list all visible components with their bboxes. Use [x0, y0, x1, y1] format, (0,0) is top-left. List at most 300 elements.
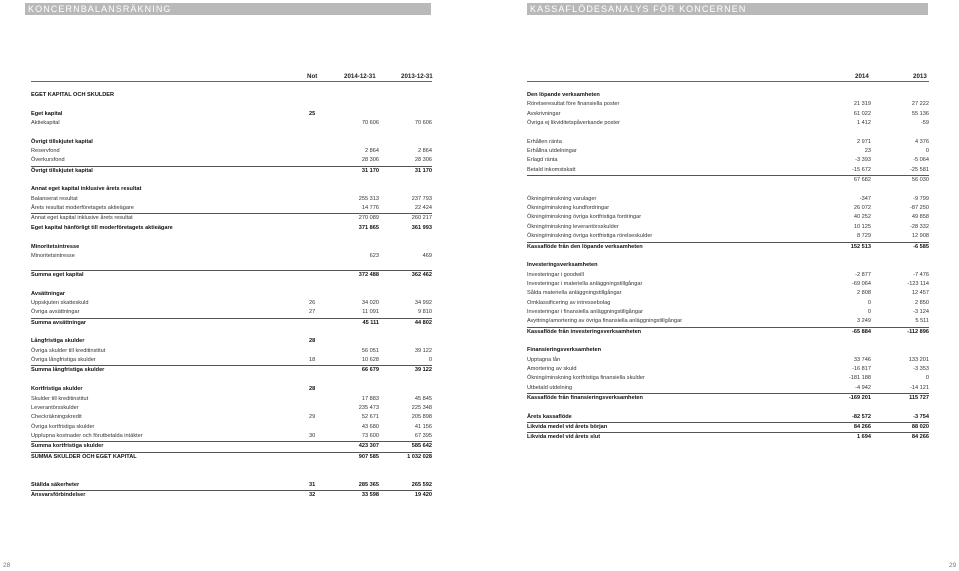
row-label: Avsättningar — [31, 290, 65, 297]
table-row — [527, 204, 929, 213]
row-value-2014: 270 089 — [331, 214, 379, 224]
row-note — [309, 261, 331, 270]
table-row — [527, 365, 929, 374]
row-note — [309, 214, 331, 224]
table-row — [527, 403, 929, 412]
row-label: Summa kortfristiga skulder — [31, 442, 309, 452]
table-row — [527, 374, 929, 383]
row-value-2013: -25 581 — [910, 166, 929, 173]
row-value-2014: 235 473 — [358, 404, 379, 411]
row-note — [309, 442, 331, 452]
row-value-2014: 52 671 — [361, 414, 379, 421]
row-value-2013: -7 476 — [913, 271, 929, 278]
row-label: Övriga skulder till kreditinstitut — [31, 347, 106, 354]
row-label: Amortering av skuld — [527, 365, 577, 372]
row-value-2013 — [379, 462, 432, 471]
header-right-year2: 2013 — [913, 73, 927, 80]
row-value-2013: 28 306 — [414, 157, 432, 164]
row-value-2014 — [331, 243, 379, 252]
table-row — [31, 442, 432, 452]
row-label: Aktiekapital — [31, 120, 60, 127]
row-label — [31, 128, 309, 137]
row-label: Avyttring/amortering av övriga finansiella anläggningstillgångar — [527, 318, 683, 325]
row-value-2014: 31 170 — [331, 166, 379, 176]
left-header-rule — [31, 81, 432, 82]
row-value-2013: 2 850 — [915, 299, 929, 306]
row-note — [309, 423, 331, 432]
row-value-2013: 12 457 — [911, 290, 929, 297]
row-label: Summa eget kapital — [31, 271, 309, 281]
row-value-2013: 31 170 — [379, 166, 432, 176]
row-value-2013: 34 992 — [414, 300, 432, 307]
row-note — [309, 156, 331, 166]
row-value-2014 — [331, 128, 379, 137]
row-value-2013: 39 122 — [414, 347, 432, 354]
table-row — [31, 385, 432, 394]
row-note — [309, 376, 331, 385]
table-row — [31, 318, 432, 328]
row-value-2014: 61 022 — [853, 110, 871, 117]
row-value-2014: 11 091 — [362, 309, 379, 316]
row-note — [309, 176, 331, 185]
row-value-2013: 27 222 — [911, 101, 929, 108]
row-value-2014: 28 306 — [361, 157, 379, 164]
row-label: Avskrivningar — [527, 110, 561, 117]
row-label — [31, 176, 309, 185]
row-note — [309, 366, 331, 376]
table-row — [527, 128, 929, 137]
row-value-2013 — [871, 128, 929, 137]
row-value-2014 — [331, 280, 379, 289]
row-value-2014: -181 188 — [848, 375, 871, 382]
row-label: Kortfristiga skulder — [31, 386, 83, 393]
row-value-2013: 0 — [925, 148, 929, 155]
row-label: Övriga kortfristiga skulder — [31, 423, 95, 430]
row-value-2013 — [379, 110, 432, 119]
row-label: Finansieringsverksamheten — [527, 347, 601, 354]
row-value-2014 — [331, 176, 379, 185]
row-value-2014: -82 572 — [852, 413, 871, 420]
row-value-2013 — [379, 376, 432, 385]
row-value-2014: 23 — [864, 148, 871, 155]
table-row — [527, 213, 929, 222]
row-label: Minoritetsintresse — [31, 252, 75, 259]
row-value-2013 — [871, 403, 929, 412]
row-value-2013 — [379, 385, 432, 394]
row-label: Ökning/minskning kortfristiga finansiella skulder — [527, 375, 645, 382]
table-row — [31, 347, 432, 356]
row-value-2013: 19 420 — [379, 490, 432, 500]
row-value-2014: 8 729 — [857, 233, 871, 240]
row-value-2013 — [379, 243, 432, 252]
row-value-2013: 133 201 — [908, 356, 929, 363]
row-value-2014 — [331, 462, 379, 471]
row-value-2013: 237 793 — [411, 195, 432, 202]
row-label: Upptagna lån — [527, 356, 561, 363]
row-label — [31, 376, 309, 385]
row-value-2014: 255 313 — [358, 195, 379, 202]
table-row — [527, 156, 929, 165]
cash-flow-table — [527, 91, 929, 443]
row-value-2014: 26 072 — [853, 205, 871, 212]
table-row — [31, 176, 432, 185]
balance-sheet-table — [31, 91, 432, 500]
row-label: Balanserat resultat — [31, 195, 78, 202]
table-row — [527, 289, 929, 298]
table-row — [527, 119, 929, 128]
row-value-2014: 2 808 — [857, 290, 871, 297]
right-page-title-banner — [527, 3, 928, 15]
row-note — [309, 233, 331, 242]
table-row — [527, 337, 929, 346]
page-number-right: 29 — [949, 562, 957, 569]
row-value-2013 — [379, 471, 432, 480]
row-label: Betald inkomstskatt — [527, 166, 576, 173]
row-label: Ökning/minskning kundfordringar — [527, 205, 610, 212]
row-value-2014: 3 249 — [857, 318, 871, 325]
row-value-2013: -3 754 — [913, 413, 929, 420]
row-label: EGET KAPITAL OCH SKULDER — [31, 92, 115, 98]
header-left-year1: 2014-12-31 — [344, 73, 376, 80]
row-label: SUMMA SKULDER OCH EGET KAPITAL — [31, 452, 309, 462]
table-row — [31, 299, 432, 308]
header-left-year2: 2013-12-31 — [401, 73, 433, 80]
table-row — [527, 433, 929, 443]
row-value-2014: -65 884 — [815, 327, 871, 337]
row-label: Årets kassaflöde — [527, 413, 572, 420]
row-value-2013: 469 — [422, 252, 432, 259]
row-label — [31, 471, 309, 480]
row-note — [309, 195, 331, 204]
row-value-2013 — [379, 261, 432, 270]
table-row — [31, 243, 432, 252]
table-row — [527, 147, 929, 156]
row-value-2014: 0 — [867, 308, 871, 315]
row-note — [309, 128, 331, 137]
row-value-2014: 285 365 — [358, 481, 379, 488]
row-note — [309, 462, 331, 471]
row-value-2013: -87 250 — [910, 205, 929, 212]
table-row — [31, 204, 432, 214]
table-row — [31, 280, 432, 289]
table-row — [31, 128, 432, 137]
table-row — [527, 327, 929, 337]
row-label: Ökning/minskning övriga kortfristiga fordringar — [527, 214, 642, 221]
row-value-2014 — [331, 233, 379, 242]
right-header-rule — [527, 81, 929, 82]
table-row — [31, 376, 432, 385]
row-label: Den löpande verksamheten — [527, 92, 600, 98]
table-row — [31, 490, 432, 500]
row-value-2014: 67 682 — [815, 176, 871, 186]
table-row — [31, 261, 432, 270]
row-label: Investeringar i materiella anläggningstillgångar — [527, 280, 643, 287]
row-label: Erlagd ränta — [527, 157, 558, 164]
row-note — [309, 185, 331, 194]
row-value-2013: 56 030 — [871, 176, 929, 186]
row-note — [309, 271, 331, 281]
table-row — [527, 242, 929, 252]
row-note — [309, 100, 331, 109]
row-value-2013: 0 — [925, 375, 929, 382]
row-value-2014: 21 319 — [853, 101, 871, 108]
row-value-2014: 56 051 — [361, 347, 379, 354]
row-value-2013 — [379, 328, 432, 337]
row-label — [527, 128, 815, 137]
header-right-year1: 2014 — [855, 73, 869, 80]
row-value-2013: -59 — [920, 120, 929, 127]
page-number-left: 28 — [3, 562, 11, 569]
row-label: Ansvarsförbindelser — [31, 490, 309, 500]
table-row — [31, 195, 432, 204]
row-label: Likvida medel vid årets början — [527, 423, 815, 433]
table-row — [31, 252, 432, 261]
row-value-2014: -3 393 — [855, 157, 871, 164]
row-label: Leverantörsskulder — [31, 404, 79, 411]
table-row — [31, 356, 432, 366]
row-note — [309, 395, 331, 404]
row-label: Ökning/minskning övriga kortfristiga rörelseskulder — [527, 233, 653, 240]
table-row — [527, 384, 929, 394]
row-value-2014 — [331, 261, 379, 270]
row-value-2013 — [379, 138, 432, 147]
row-label: Checkräkningskredit — [31, 414, 82, 421]
row-value-2013: 55 136 — [911, 110, 929, 117]
row-value-2014: 2 971 — [857, 138, 871, 145]
table-row — [31, 413, 432, 422]
row-value-2014 — [815, 185, 871, 194]
row-label: Investeringar i finansiella anläggningstillgångar — [527, 308, 643, 315]
table-row — [31, 156, 432, 166]
row-value-2013: -5 064 — [913, 157, 929, 164]
table-row — [527, 271, 929, 280]
row-label: Omklassificering av intressebolag — [527, 299, 611, 306]
row-value-2014: 33 598 — [331, 490, 379, 500]
row-value-2014: 372 488 — [331, 271, 379, 281]
row-label: Skulder till kreditinstitut — [31, 395, 89, 402]
row-label: Eget kapital — [31, 110, 63, 117]
row-label — [527, 185, 815, 194]
row-note: 25 — [309, 110, 316, 117]
row-value-2014: 423 307 — [331, 442, 379, 452]
row-value-2014: 43 680 — [361, 423, 379, 430]
row-value-2014: 34 020 — [361, 300, 379, 307]
row-value-2013: 2 864 — [418, 148, 432, 155]
row-value-2013: 205 898 — [411, 414, 432, 421]
table-row — [31, 471, 432, 480]
table-row — [527, 413, 929, 423]
row-value-2014 — [815, 91, 871, 100]
row-value-2013 — [379, 91, 432, 100]
row-note — [309, 347, 331, 356]
row-value-2013: 1 032 028 — [379, 452, 432, 462]
row-value-2013: -112 896 — [871, 327, 929, 337]
table-row — [31, 185, 432, 194]
table-row — [31, 462, 432, 471]
row-value-2014 — [331, 376, 379, 385]
row-value-2013 — [379, 176, 432, 185]
row-value-2014 — [815, 337, 871, 346]
row-value-2013: 585 642 — [379, 442, 432, 452]
row-value-2013 — [871, 337, 929, 346]
table-row — [31, 224, 432, 233]
table-row — [527, 195, 929, 204]
row-note — [309, 452, 331, 462]
row-label: Övriga avsättningar — [31, 309, 80, 316]
row-label: Övrigt tillskjutet kapital — [31, 166, 309, 176]
row-label: Reservfond — [31, 148, 60, 155]
row-value-2014 — [331, 337, 379, 346]
row-value-2014: 40 252 — [853, 214, 871, 221]
row-label: Summa avsättningar — [31, 318, 309, 328]
row-value-2014: 152 513 — [815, 242, 871, 252]
row-value-2013: 22 424 — [414, 205, 432, 212]
row-value-2014: 17 883 — [361, 395, 379, 402]
row-value-2014: 0 — [867, 299, 871, 306]
row-value-2013: -14 121 — [910, 384, 929, 391]
table-row — [527, 394, 929, 404]
table-row — [527, 356, 929, 365]
row-label — [527, 337, 815, 346]
row-value-2013: 45 845 — [414, 395, 432, 402]
row-value-2013: 70 606 — [414, 120, 432, 127]
row-label: Långfristiga skulder — [31, 338, 85, 345]
row-value-2013: 5 511 — [915, 318, 929, 325]
row-value-2013: 361 993 — [411, 224, 432, 231]
row-note: 29 — [309, 414, 316, 421]
row-label — [31, 233, 309, 242]
row-value-2014 — [815, 403, 871, 412]
row-value-2014: 623 — [369, 252, 379, 259]
right-page-title: KASSAFLÖDESANALYS FÖR KONCERNEN — [530, 4, 747, 14]
row-label — [31, 280, 309, 289]
row-value-2013: 362 462 — [379, 271, 432, 281]
row-value-2013: 49 858 — [911, 214, 929, 221]
table-row — [527, 223, 929, 232]
row-value-2014: 1 694 — [815, 433, 871, 443]
row-value-2014: 84 266 — [815, 423, 871, 433]
row-label — [31, 462, 309, 471]
row-label: Erhållna utdelningar — [527, 148, 577, 155]
row-value-2014: 66 679 — [331, 366, 379, 376]
row-value-2013 — [379, 233, 432, 242]
table-row — [31, 100, 432, 109]
row-value-2013: -6 585 — [871, 242, 929, 252]
row-label: Erhållen ränta — [527, 138, 562, 145]
table-row — [527, 166, 929, 176]
row-value-2014 — [331, 110, 379, 119]
row-value-2014: -347 — [859, 195, 871, 202]
row-value-2013: 115 727 — [871, 394, 929, 404]
row-label — [527, 252, 815, 261]
row-value-2013: 12 908 — [911, 233, 929, 240]
table-row — [527, 423, 929, 433]
row-value-2013 — [379, 128, 432, 137]
row-label: Övrigt tillskjutet kapital — [31, 138, 93, 145]
row-note: 26 — [309, 300, 316, 307]
table-row — [31, 395, 432, 404]
row-value-2014 — [815, 346, 871, 355]
row-value-2014: 10 628 — [361, 357, 379, 364]
row-label: Rörelseresultat före finansiella poster — [527, 101, 620, 108]
row-value-2013 — [379, 337, 432, 346]
left-page-title: KONCERNBALANSRÄKNING — [28, 4, 172, 14]
row-note — [309, 166, 331, 176]
row-value-2014: -169 201 — [815, 394, 871, 404]
row-value-2013: -3 124 — [913, 308, 929, 315]
row-note: 28 — [309, 338, 316, 345]
row-value-2013: 9 810 — [418, 309, 432, 316]
table-row — [527, 110, 929, 119]
row-value-2014: -16 817 — [852, 365, 871, 372]
row-label: Överkursfond — [31, 157, 65, 164]
row-value-2013: 260 217 — [379, 214, 432, 224]
table-row — [527, 299, 929, 308]
row-label — [527, 176, 815, 186]
table-row — [527, 100, 929, 109]
row-value-2014: 45 111 — [331, 318, 379, 328]
table-row — [527, 346, 929, 355]
row-label — [31, 328, 309, 337]
row-note — [309, 280, 331, 289]
row-label — [527, 403, 815, 412]
table-row — [527, 252, 929, 261]
row-note: 32 — [309, 490, 331, 500]
row-label: Kassaflöde från investeringsverksamheten — [527, 327, 815, 337]
row-value-2013: 39 122 — [379, 366, 432, 376]
table-row — [527, 185, 929, 194]
row-label: Upplupna kostnader och förutbetalda intäkter — [31, 432, 143, 439]
row-value-2014: -2 877 — [855, 271, 871, 278]
row-label: Likvida medel vid årets slut — [527, 433, 815, 443]
table-row — [527, 91, 929, 100]
table-row — [31, 423, 432, 432]
row-label: Kassaflöde från finansieringsverksamheten — [527, 394, 815, 404]
row-note — [309, 138, 331, 147]
table-row — [527, 280, 929, 289]
row-label: Summa långfristiga skulder — [31, 366, 309, 376]
row-value-2013: 4 376 — [915, 138, 929, 145]
row-value-2013: 225 348 — [411, 404, 432, 411]
row-value-2013: 265 592 — [411, 481, 432, 488]
table-row — [31, 452, 432, 462]
row-note — [309, 252, 331, 261]
row-value-2013: 44 802 — [379, 318, 432, 328]
row-value-2014: 10 125 — [853, 223, 871, 230]
row-note — [309, 204, 331, 214]
table-row — [31, 138, 432, 147]
row-value-2013: -3 353 — [913, 365, 929, 372]
row-label: Årets resultat moderföretagets aktieägare — [31, 205, 134, 212]
table-row — [31, 233, 432, 242]
table-row — [31, 110, 432, 119]
row-value-2014 — [815, 252, 871, 261]
table-row — [31, 290, 432, 299]
row-label — [31, 100, 309, 109]
row-value-2013: 0 — [428, 357, 432, 364]
row-value-2013: -28 332 — [910, 223, 929, 230]
row-value-2014 — [815, 261, 871, 270]
table-row — [31, 337, 432, 346]
row-label: Övriga långfristiga skulder — [31, 357, 96, 364]
table-row — [527, 317, 929, 327]
row-note — [309, 404, 331, 413]
row-note: 28 — [309, 386, 316, 393]
row-value-2014: 371 865 — [358, 224, 379, 231]
row-note — [309, 471, 331, 480]
row-note: 27 — [309, 309, 316, 316]
row-value-2014: -4 942 — [855, 384, 871, 391]
